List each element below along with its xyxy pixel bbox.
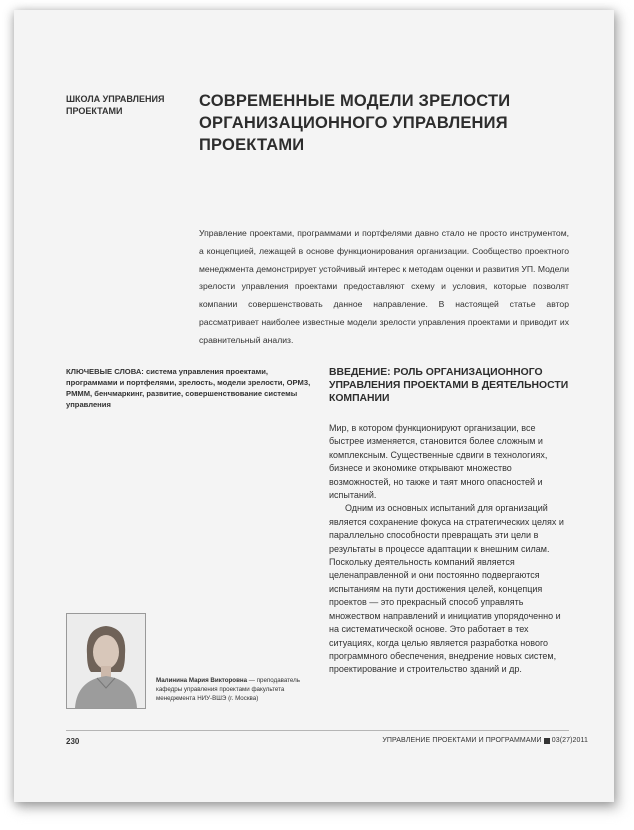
keywords-label: КЛЮЧЕВЫЕ СЛОВА: <box>66 367 144 376</box>
body-paragraph-1: Мир, в котором функционируют организации, все быстрее изменяется, становится более сложным и комплексным. Существенные сдвиги в технологиях, бизнесе и экономике открывают множество возможностей, но также и таят много опасностей и испытаний. <box>329 423 548 501</box>
article-abstract: Управление проектами, программами и портфелями давно стало не просто инструментом, а концепцией, лежащей в основе функционирования организации. Сообщество проектного менеджмента демонстрирует устойчивый интерес к методам оценки и развития УП. Модели зрелости управления проектами предоставляют схему и условия, которые позволят компании совершенствовать данное направление. В настоящей статье автор рассматривает наиболее известные модели зрелости управления проектами и приводит их сравнительный анализ. <box>199 228 569 345</box>
article-title: СОВРЕМЕННЫЕ МОДЕЛИ ЗРЕЛОСТИ ОРГАНИЗАЦИОННОГО УПРАВЛЕНИЯ ПРОЕКТАМИ <box>199 92 511 154</box>
body-text <box>329 422 569 677</box>
square-separator-icon <box>544 738 550 744</box>
author-description: — преподаватель кафедры управления проектами факультета менеджмента НИУ-ВШЭ (г. Москва) <box>156 677 300 702</box>
keywords-text: система управления проектами, программами и портфелями, зрелость, модели зрелости, OPM3, PMMM, бенчмаркинг, развитие, совершенствование системы управления <box>66 367 311 409</box>
author-name: Малинина Мария Викторовна <box>156 677 248 684</box>
author-info <box>156 676 320 703</box>
journal-footer <box>382 737 588 744</box>
section-label: ШКОЛА УПРАВЛЕНИЯ ПРОЕКТАМИ <box>66 94 165 116</box>
keywords <box>66 366 316 410</box>
footer-divider <box>66 730 569 731</box>
body-paragraph-2: Одним из основных испытаний для организаций является сохранение фокуса на стратегических целях и параллельно способности превращать эти цели в результаты в процессе адаптации к внешним силам. Поскольку деятельность компаний является целенаправленной и они постоянно подвергаются испытаниям на пути достижения целей, концепция проектов — это прекрасный способ управлять множеством направлений и инициатив упорядоченно и на систематической основе. Это работает в тех ситуациях, когда целью является разработка нового программного обеспечения, внедрение новых систем, проектирование и строительство зданий и др. <box>329 503 564 675</box>
section-heading: ВВЕДЕНИЕ: РОЛЬ ОРГАНИЗАЦИОННОГО УПРАВЛЕНИЯ ПРОЕКТАМИ В ДЕЯТЕЛЬНОСТИ КОМПАНИИ <box>329 367 569 404</box>
page-number: 230 <box>66 737 80 746</box>
journal-name: УПРАВЛЕНИЕ ПРОЕКТАМИ И ПРОГРАММАМИ <box>382 737 542 744</box>
author-photo <box>66 613 146 709</box>
journal-issue: 03(27)2011 <box>551 737 588 744</box>
